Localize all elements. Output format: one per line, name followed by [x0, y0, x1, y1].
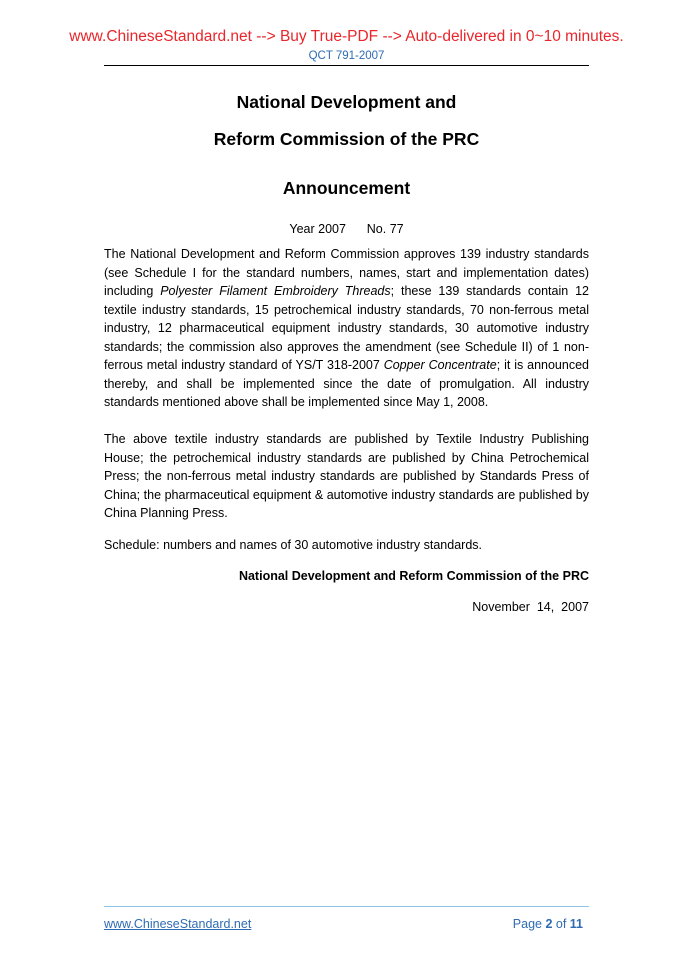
page-title-line-2: Reform Commission of the PRC — [213, 129, 480, 149]
announcement-heading: Announcement — [282, 178, 411, 198]
issuer-signature: National Development and Reform Commission of the PRC — [238, 569, 589, 583]
announcement-paragraph-2: The above textile industry standards are published by Textile Industry Publishing House; the petrochemical industry standards are published by China Petrochemical Press; the non-ferrous metal industry standards are published by Standards Press of China; the pharmaceutical equipment & automotive industry standards are published by China Planning Press. — [104, 432, 589, 520]
document-code: QCT 791-2007 — [308, 50, 385, 62]
paragraph-1-title-copper: Copper Concentrate — [383, 358, 497, 372]
paragraph-1-text-a: The National Development and Reform Commission approves 139 industry standards (see Schedule I for the standard numbers, names, start and implementation dates) including — [104, 247, 589, 298]
header-divider — [104, 65, 589, 66]
schedule-note: Schedule: numbers and names of 30 automotive industry standards. — [104, 538, 482, 552]
page-indicator — [513, 917, 583, 931]
year-number-line: Year 2007 No. 77 — [289, 222, 404, 236]
paragraph-1-text-c: ; these 139 standards contain 12 textile industry standards, 15 petrochemical industry standards, 70 non-ferrous metal industry, 12 pharmaceutical equipment industry standards, 30 automotive industry standards; the commission also approves the amendment (see Schedule II) of 1 non-ferrous metal industry standard of YS/T 318-2007 — [104, 284, 589, 372]
page-title-line-1: National Development and — [236, 92, 457, 112]
issue-date: November 14, 2007 — [472, 600, 589, 614]
promo-banner[interactable]: www.ChineseStandard.net --> Buy True-PDF --> Auto-delivered in 0~10 minutes. — [69, 28, 624, 45]
footer-website-link[interactable]: www.ChineseStandard.net — [104, 917, 252, 931]
paragraph-1-text-e: ; it is announced thereby, and shall be implemented since the date of promulgation. All industry standards mentioned above shall be implemented since May 1, 2008. — [104, 358, 589, 409]
page-total: 11 — [569, 917, 583, 931]
page-current: 2 — [545, 917, 553, 931]
announcement-paragraph-1 — [104, 245, 589, 412]
footer-divider — [104, 906, 589, 907]
page-of: of — [552, 917, 570, 931]
paragraph-1-title-polyester: Polyester Filament Embroidery Threads — [160, 284, 391, 298]
page-prefix: Page — [512, 917, 546, 931]
